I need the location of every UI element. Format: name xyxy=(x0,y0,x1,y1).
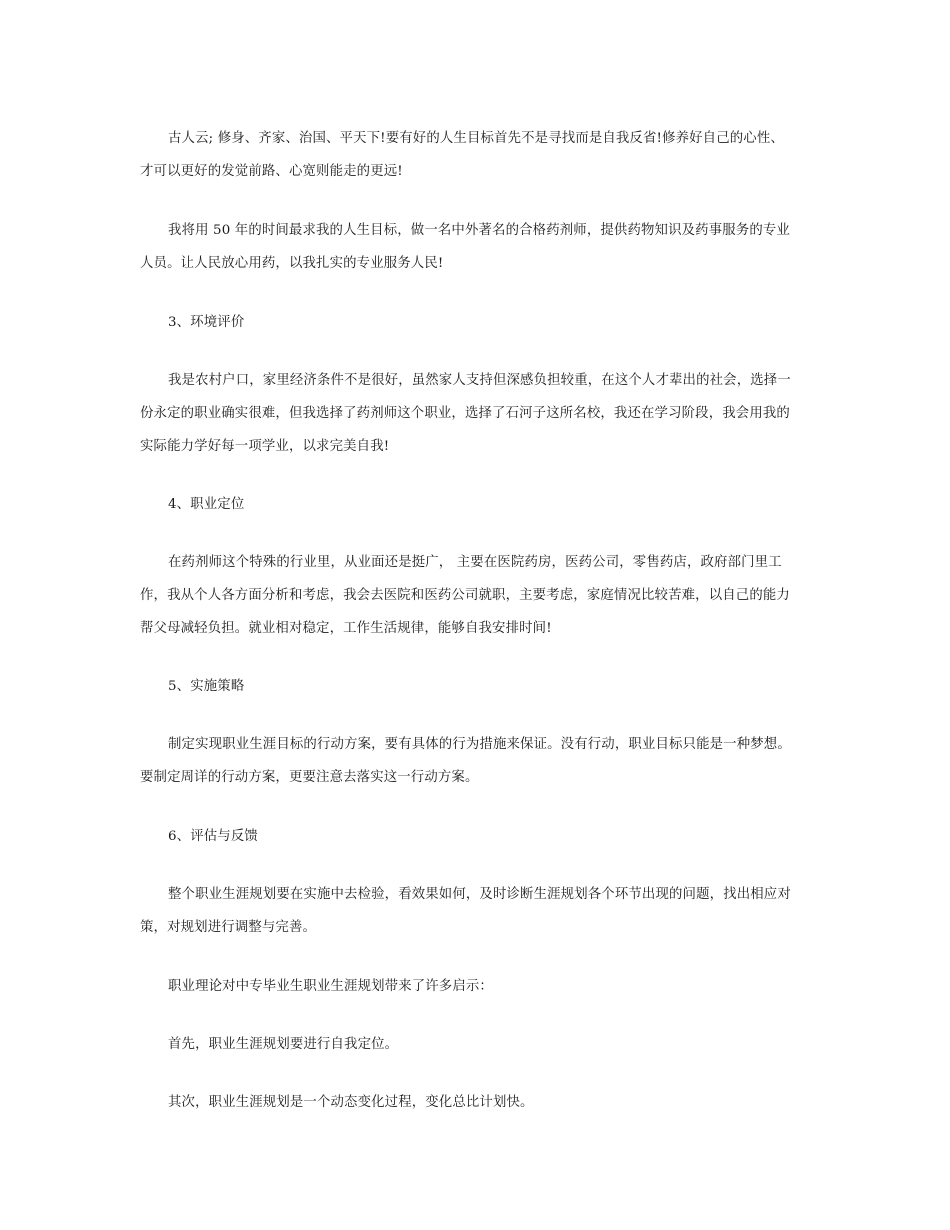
paragraph-theory-inspiration xyxy=(140,970,816,1003)
text-line: 要制定周详的行动方案，更要注意去落实这一行动方案。 xyxy=(140,770,479,785)
text-line: 职业理论对中专毕业生职业生涯规划带来了许多启示： xyxy=(168,979,493,994)
text-line: 作，我从个人各方面分析和考虑，我会去医院和医药公司就职，主要考虑，家庭情况比较苦难，以自己的能力 xyxy=(140,588,790,603)
text-line: 我将用 50 年的时间最求我的人生目标，做一名中外著名的合格药剂师，提供药物知识及药事服务的专业 xyxy=(168,223,790,238)
text-line: 在药剂师这个特殊的行业里，从业面还是挺广， 主要在医院药房，医药公司，零售药店，政府部门里工 xyxy=(168,555,782,570)
section-heading: 6、评估与反馈 xyxy=(168,829,258,844)
text-line: 策，对规划进行调整与完善。 xyxy=(140,920,317,935)
paragraph-environment xyxy=(140,364,816,463)
text-line: 古人云; 修身、齐家、治国、平天下!要有好的人生目标首先不是寻找而是自我反省!修养好自己的心性、 xyxy=(168,131,784,146)
text-line: 首先，职业生涯规划要进行自我定位。 xyxy=(168,1037,399,1052)
heading-evaluation-feedback xyxy=(140,820,816,853)
text-line: 其次，职业生涯规划是一个动态变化过程，变化总比计划快。 xyxy=(168,1095,534,1110)
section-heading: 4、职业定位 xyxy=(168,497,245,512)
heading-career-positioning xyxy=(140,488,816,521)
paragraph-first-point xyxy=(140,1028,816,1061)
heading-environment-evaluation xyxy=(140,306,816,339)
text-line: 份永定的职业确实很难，但我选择了药剂师这个职业，选择了石河子这所名校，我还在学习阶段，我会用我的 xyxy=(140,406,790,421)
paragraph-self-reflection xyxy=(140,122,816,188)
text-line: 帮父母减轻负担。就业相对稳定，工作生活规律，能够自我安排时间! xyxy=(140,621,552,636)
text-line: 人员。让人民放心用药，以我扎实的专业服务人民! xyxy=(140,256,444,271)
text-line: 制定实现职业生涯目标的行动方案，要有具体的行为措施来保证。没有行动，职业目标只能是一种梦想。 xyxy=(168,737,791,752)
paragraph-evaluation xyxy=(140,878,816,944)
section-heading: 3、环境评价 xyxy=(168,315,245,330)
text-line: 整个职业生涯规划要在实施中去检验，看效果如何，及时诊断生涯规划各个环节出现的问题，找出相应对 xyxy=(168,887,791,902)
paragraph-career-positioning xyxy=(140,546,816,645)
paragraph-life-goal xyxy=(140,214,816,280)
text-line: 实际能力学好每一项学业，以求完美自我! xyxy=(140,439,390,454)
paragraph-implementation xyxy=(140,728,816,794)
paragraph-second-point xyxy=(140,1086,816,1119)
section-heading: 5、实施策略 xyxy=(168,679,245,694)
text-line: 才可以更好的发觉前路、心宽则能走的更远! xyxy=(140,164,403,179)
heading-implementation-strategy xyxy=(140,670,816,703)
text-line: 我是农村户口，家里经济条件不是很好，虽然家人支持但深感负担较重，在这个人才辈出的社会，选择一 xyxy=(168,373,791,388)
